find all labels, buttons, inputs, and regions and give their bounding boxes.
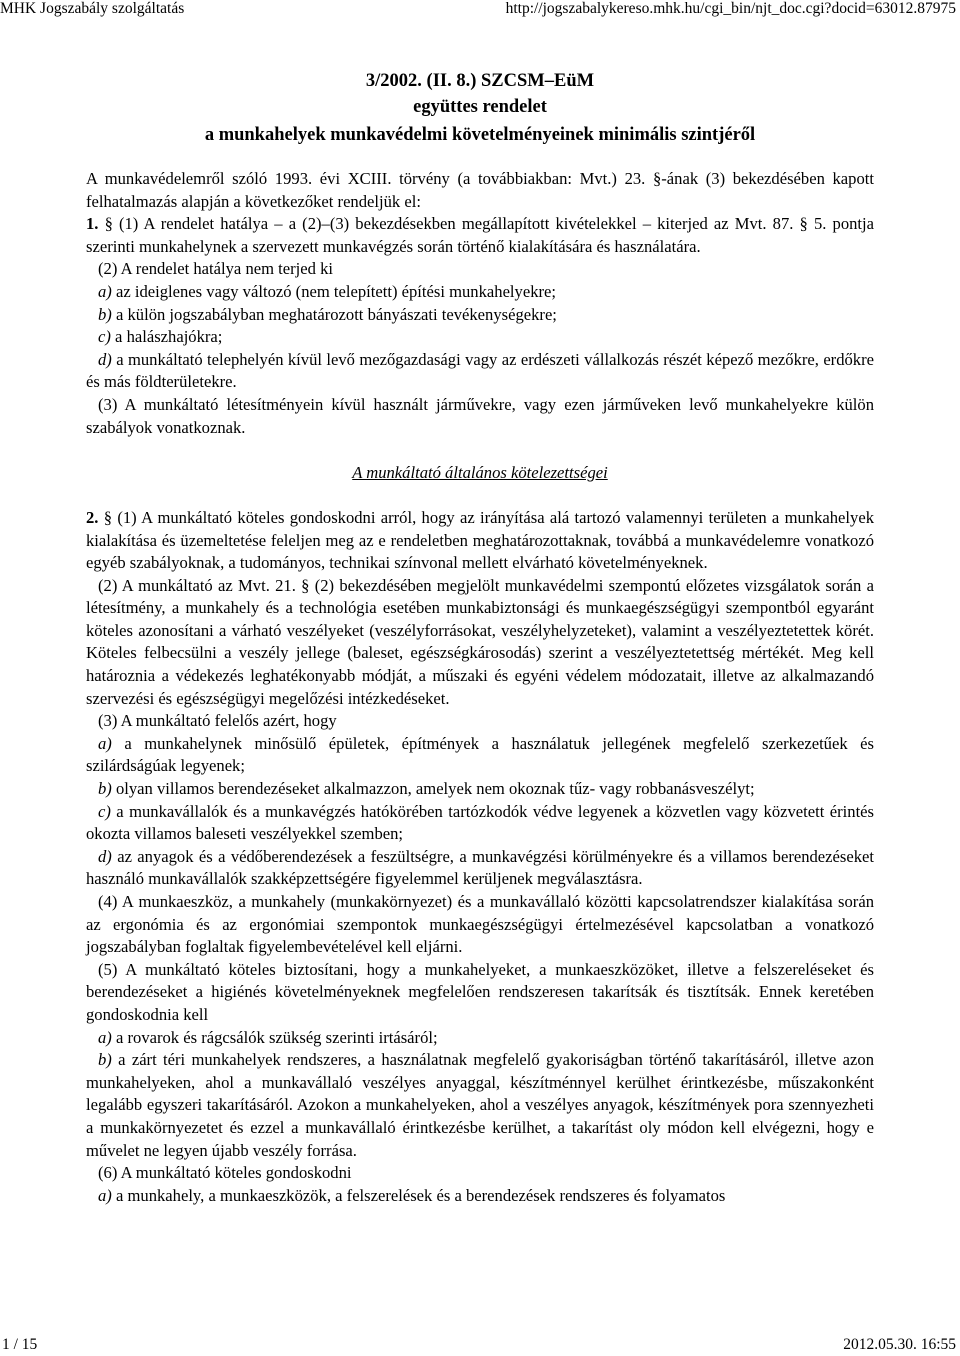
header-url: http://jogszabalykereso.mhk.hu/cgi_bin/njt_doc.cgi?docid=63012.87975	[505, 0, 956, 17]
section-number: 1.	[86, 214, 105, 234]
section-2-para-6: (6) A munkáltató köteles gondoskodni	[98, 1163, 352, 1183]
list-item: b) a zárt téri munkahelyek rendszeres, a használatnak megfelelő gyakoriságban történő takarításáról, illetve azon munkahelyeken, ahol a munkavállaló veszélyes anyaggal, készítménnyel kerülhet érintkezésbe, műszakonként legalább egyszeri takarításáról. Azokon a munkahelyeken, ahol a veszélyes anyagok, készítmények pora szennyezheti a munkakörnyezetet és ezzel a munkavállaló érintkezésbe kerülhet, a takarítást oly módon kell elvégezni, hogy e művelet ne legyen újabb veszély forrása.	[86, 1050, 874, 1160]
list-item: d) a munkáltató telephelyén kívül levő mezőgazdasági vagy az erdészeti vállalkozás részét képező mezőkre, erdőkre és más földterületekre.	[86, 349, 874, 392]
list-item: d) az anyagok és a védőberendezések a feszültségre, a munkavégzési körülményekre és a villamos berendezéseket használó munkavállalók szakképzettségére figyelemmel kerüljenek megválasztásra.	[86, 846, 874, 889]
print-timestamp: 2012.05.30. 16:55	[843, 1336, 956, 1353]
list-item: c) a munkavállalók és a munkavégzés hatókörében tartózkodók védve legyenek a közvetlen vagy közvetett érintés okozta villamos baleseti veszélyekkel szemben;	[86, 801, 874, 844]
list-item: a) az ideiglenes vagy változó (nem telepített) építési munkahelyekre;	[98, 281, 557, 301]
list-item: c) a halászhajókra;	[98, 327, 223, 347]
section-2-para-2: (2) A munkáltató az Mvt. 21. § (2) bekezdésében megjelölt munkavédelmi szempontú előzetes vizsgálatok során a létesítmény, a munkahely és a technológia esetében munkabiztonsági és munkaegészségügyi szempontból egyaránt köteles azonosítani a várható veszélyeket (veszélyforrásokat, veszélyhelyzeteket), valamint a veszélyeztetettek körét. Köteles felbecsülni a veszély jellege (baleset, egészségkárosodás) szerint a veszélyeztetettség mértékét. Meg kell határoznia a védekezés leghatékonyabb módját, a műszaki és egyéni védelem módozatait, illetve az alkalmazandó szervezési és egészségügyi megelőzési intézkedéseket.	[86, 575, 874, 708]
section-1-para-3: (3) A munkáltató létesítményein kívül használt járművekre, vagy ezen járműveken levő munkahelyekre külön szabályok vonatkoznak.	[86, 394, 874, 437]
browser-print-header	[0, 0, 960, 22]
section-2-para-1: 2. § (1) A munkáltató köteles gondoskodni arról, hogy az irányítása alá tartozó valamennyi területen a munkahelyek kialakítása és üzemeltetése feleljen meg az e rendeletben meghatározottaknak, továbbá a munkavédelemre vonatkozó egyéb szabályoknak, a tudományos, technikai színvonal mellett elvárható követelményeknek.	[86, 507, 874, 573]
section-number: 2.	[86, 507, 104, 527]
page-counter: 1 / 15	[2, 1336, 38, 1353]
browser-print-footer	[0, 1336, 960, 1356]
section-subheading: A munkáltató általános kötelezettségei	[352, 462, 608, 482]
document-type: együttes rendelet	[413, 97, 547, 117]
header-site-name: MHK Jogszabály szolgáltatás	[0, 0, 185, 17]
list-item: a) a munkahelynek minősülő épületek, építmények a használatuk jellegének megfelelő szerkezetűek és szilárdságúak legyenek;	[86, 733, 874, 776]
document-number: 3/2002. (II. 8.) SZCSM–EüM	[365, 71, 595, 91]
list-item: b) olyan villamos berendezéseket alkalmazzon, amelyek nem okoznak tűz- vagy robbanásveszélyt;	[98, 779, 755, 799]
document-title: a munkahelyek munkavédelmi követelményeinek minimális szintjéről	[204, 125, 756, 145]
list-item: b) a külön jogszabályban meghatározott bányászati tevékenységekre;	[98, 304, 557, 324]
list-item: a) a munkahely, a munkaeszközök, a felszerelések és a berendezések rendszeres és folyamatos	[98, 1185, 726, 1205]
section-1-para-2: (2) A rendelet hatálya nem terjed ki	[98, 259, 333, 279]
list-item: a) a rovarok és rágcsálók szükség szerinti irtásáról;	[98, 1027, 438, 1047]
document-body	[86, 168, 874, 1207]
section-2-para-5: (5) A munkáltató köteles biztosítani, hogy a munkahelyeket, a munkaeszközöket, illetve a felszereléseket és berendezéseket a higiénés követelményeknek megfelelően rendszeresen takarítsák és tisztítsák. Ennek keretében gondoskodnia kell	[86, 959, 874, 1024]
section-2-para-3: (3) A munkáltató felelős azért, hogy	[98, 711, 337, 731]
section-1-para-1: 1. § (1) A rendelet hatálya – a (2)–(3) bekezdésekben megállapított kivételekkel – kiterjed az Mvt. 87. § 5. pontja szerinti munkahelynek a szervezett munkavégzés során történő kialakítására és használatára.	[86, 214, 874, 256]
preamble: A munkavédelemről szóló 1993. évi XCIII. törvény (a továbbiakban: Mvt.) 23. §-ának (3) bekezdésében kapott felhatalmazás alapján a következőket rendeljük el:	[86, 169, 874, 211]
section-2-para-4: (4) A munkaeszköz, a munkahely (munkakörnyezet) és a munkavállaló közötti kapcsolatrendszer kialakítása során az ergonómia és az ergonómiai szempontok munkaegészségügyi értelmezésével kapcsolatban a vonatkozó jogszabályban foglaltak figyelembevételével kell eljárni.	[86, 892, 874, 957]
